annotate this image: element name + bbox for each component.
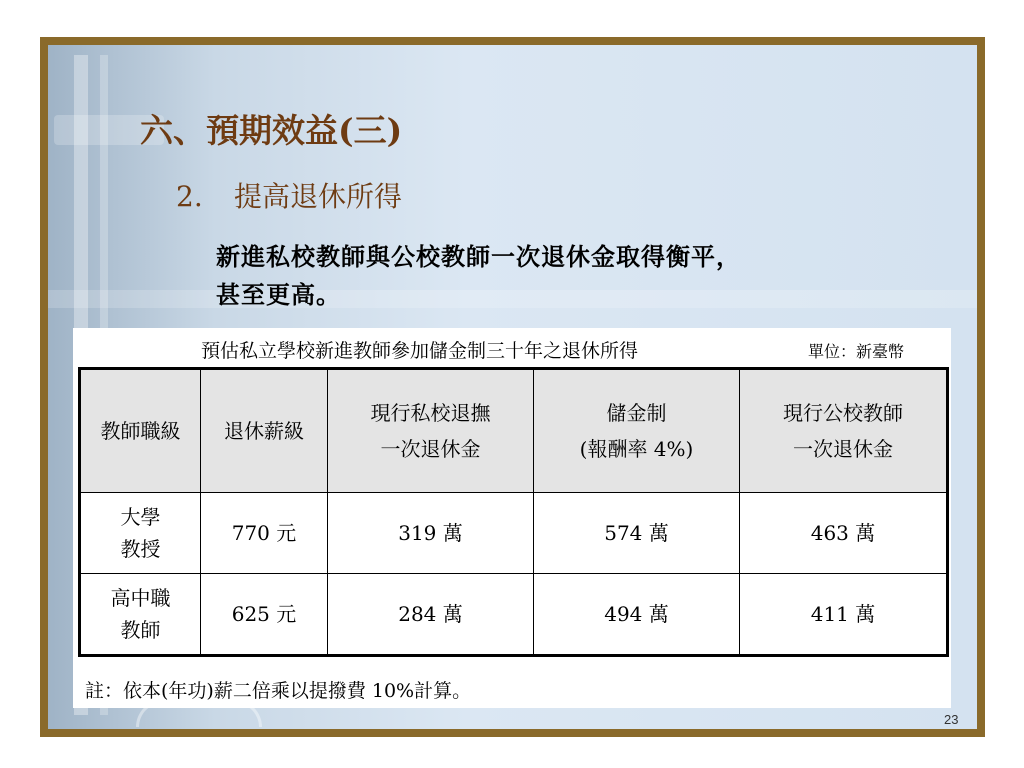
table-unit: 單位：新臺幣 <box>808 342 905 361</box>
cell-savings-plan: 494 萬 <box>534 574 740 656</box>
table-row <box>80 574 948 656</box>
header-cell-public-current: 現行公校教師 一次退休金 <box>740 369 948 493</box>
cell-private-current: 319 萬 <box>328 493 534 574</box>
table-row <box>80 493 948 574</box>
table-header-row <box>80 369 948 493</box>
slide-title: 六、預期效益(三) <box>140 111 403 150</box>
page-number: 23 <box>944 712 959 727</box>
cell-public-current: 463 萬 <box>740 493 948 574</box>
table-caption: 預估私立學校新進教師參加儲金制三十年之退休所得 <box>201 340 639 362</box>
body-line: 甚至更高。 <box>216 280 341 309</box>
header-cell-salary-grade: 退休薪級 <box>201 369 328 493</box>
subtitle-number: 2. <box>176 180 203 213</box>
cell-savings-plan: 574 萬 <box>534 493 740 574</box>
table-footnote: 註：依本(年功)薪二倍乘以提撥費 10%計算。 <box>85 680 472 702</box>
slide-body <box>216 238 741 314</box>
slide-subtitle <box>176 175 402 215</box>
cell-public-current: 411 萬 <box>740 574 948 656</box>
subtitle-text: 提高退休所得 <box>234 180 403 213</box>
cell-salary-grade: 625 元 <box>201 574 328 656</box>
header-cell-private-current: 現行私校退撫 一次退休金 <box>328 369 534 493</box>
cell-salary-grade: 770 元 <box>201 493 328 574</box>
cell-private-current: 284 萬 <box>328 574 534 656</box>
cell-rank: 高中職 教師 <box>80 574 201 656</box>
header-cell-rank: 教師職級 <box>80 369 201 493</box>
header-cell-savings-plan: 儲金制 (報酬率 4%) <box>534 369 740 493</box>
table-panel <box>73 328 951 708</box>
cell-rank: 大學 教授 <box>80 493 201 574</box>
retirement-table <box>78 367 949 657</box>
body-line: 新進私校教師與公校教師一次退休金取得衡平， <box>216 242 741 271</box>
